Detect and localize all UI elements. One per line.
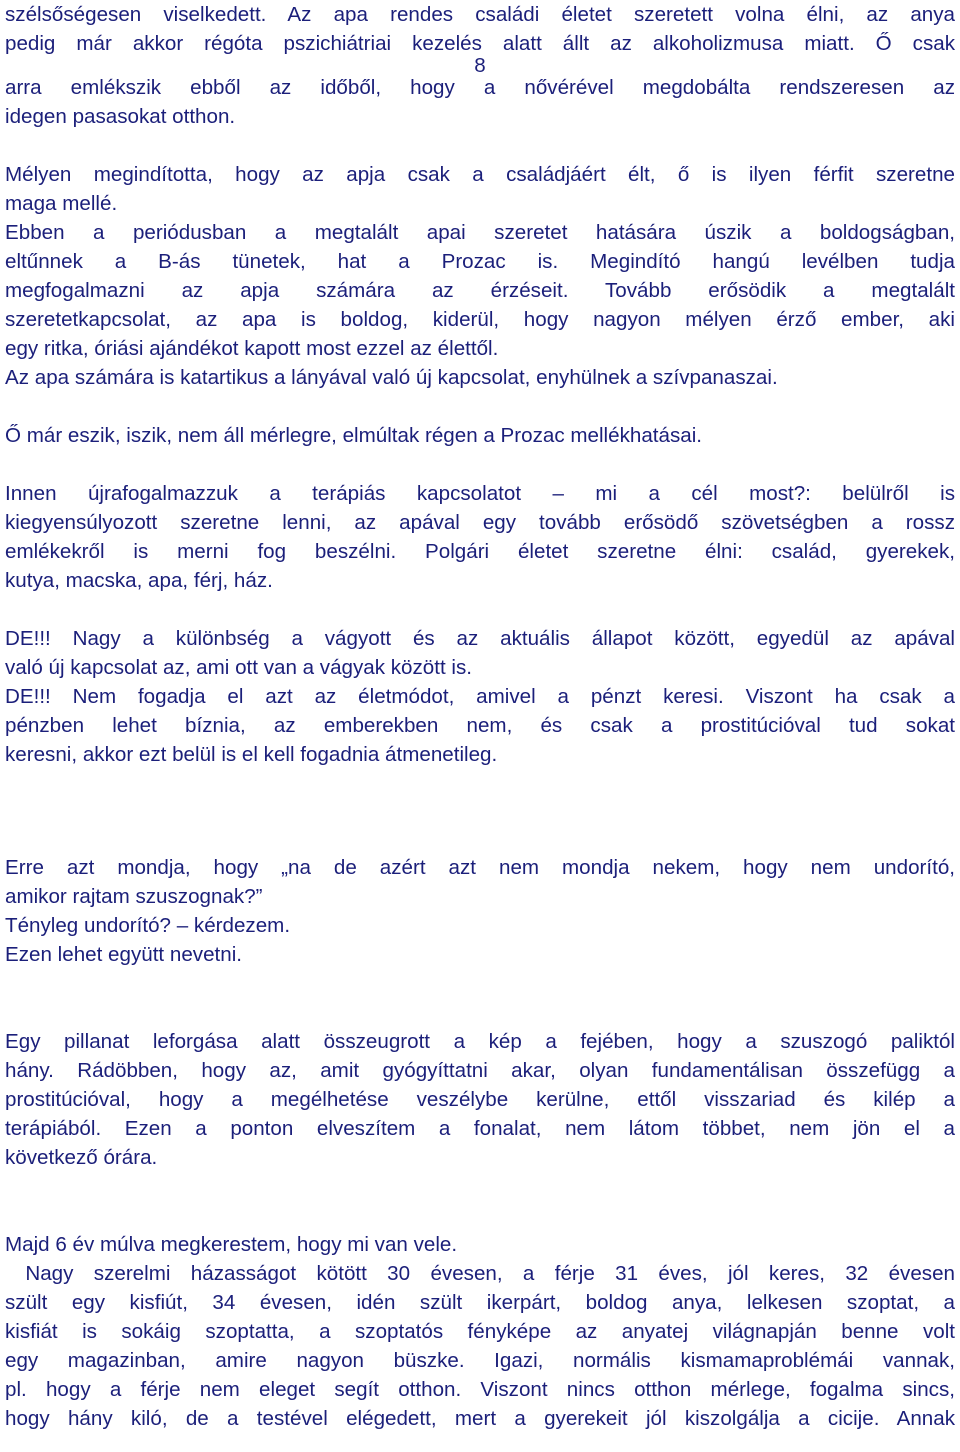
text-line: maga mellé. — [5, 192, 118, 215]
text-line: pl. hogy a férje nem eleget segít otthon. Viszont nincs otthon mérlege, fogalma sincs, — [5, 1378, 955, 1401]
text-line: hány. Rádöbben, hogy az, amit gyógyíttatni akar, olyan fundamentálisan összefügg a — [5, 1059, 955, 1082]
text-line: hogy hány kiló, de a testével elégedett, mert a gyerekeit jól kiszolgálja a cicije. Annak — [5, 1407, 955, 1430]
text-line: prostitúcióval, hogy a megélhetése veszélybe kerülne, ettől visszariad és kilép a — [5, 1088, 955, 1111]
text-line: Ezen lehet együtt nevetni. — [5, 943, 242, 966]
text-line: amikor rajtam szuszognak?” — [5, 885, 263, 908]
text-line: Innen újrafogalmazzuk a terápiás kapcsolatot – mi a cél most?: belülről is — [5, 482, 955, 505]
text-line: eltűnnek a B-ás tünetek, hat a Prozac is. Megindító hangú levélben tudja — [5, 250, 955, 273]
text-line: DE!!! Nem fogadja el azt az életmódot, amivel a pénzt keresi. Viszont ha csak a — [5, 685, 955, 708]
text-line: egy magazinban, amire nagyon büszke. Igazi, normális kismamaproblémái vannak, — [5, 1349, 955, 1372]
page-number: 8 — [474, 54, 486, 77]
text-line: Nagy szerelmi házasságot kötött 30 évesen, a férje 31 éves, jól keres, 32 évesen — [5, 1262, 955, 1285]
text-line: Ebben a periódusban a megtalált apai szeretet hatására úszik a boldogságban, — [5, 221, 955, 244]
text-line: pénzben lehet bíznia, az emberekben nem, és csak a prostitúcióval tud sokat — [5, 714, 955, 737]
text-line: kisfiát is sokáig szoptatta, a szoptatós fényképe az anyatej világnapján benne volt — [5, 1320, 955, 1343]
paragraph-majd — [5, 1230, 955, 1433]
text-line: terápiából. Ezen a ponton elveszítem a fonalat, nem látom többet, nem jön el a — [5, 1117, 955, 1140]
paragraph-intro — [5, 0, 955, 131]
document-page — [5, 0, 955, 1433]
text-line: szeretetkapcsolat, az apa is boldog, kiderül, hogy nagyon mélyen érző ember, aki — [5, 308, 955, 331]
text-line: pedig már akkor régóta pszichiátriai kezelés alatt állt az alkoholizmusa miatt. Ő csak — [5, 32, 955, 55]
text-line: Ő már eszik, iszik, nem áll mérlegre, elmúltak régen a Prozac mellékhatásai. — [5, 424, 703, 447]
text-line: megfogalmazni az apja számára az érzéseit. Tovább erősödik a megtalált — [5, 279, 955, 302]
text-line: kiegyensúlyozott szeretne lenni, az apával egy tovább erősödő szövetségben a rossz — [5, 511, 955, 534]
text-line: egy ritka, óriási ajándékot kapott most ezzel az élettől. — [5, 337, 499, 360]
text-line: emlékekről is merni fog beszélni. Polgári életet szeretne élni: család, gyerekek, — [5, 540, 955, 563]
paragraph-innen — [5, 479, 955, 595]
text-line: Egy pillanat leforgása alatt összeugrott a kép a fejében, hogy a szuszogó paliktól — [5, 1030, 955, 1053]
text-line: Mélyen megindította, hogy az apja csak a családjáért élt, ő is ilyen férfit szeretne — [5, 163, 955, 186]
text-line: szélsőségesen viselkedett. Az apa rendes családi életet szeretett volna élni, az anya — [5, 3, 955, 26]
text-line: keresni, akkor ezt belül is el kell fogadnia átmenetileg. — [5, 743, 498, 766]
text-line: DE!!! Nagy a különbség a vágyott és az aktuális állapot között, egyedül az apával — [5, 627, 955, 650]
text-line: következő órára. — [5, 1146, 158, 1169]
text-line: szült egy kisfiút, 34 évesen, idén szült ikerpárt, boldog anya, lelkesen szoptat, a — [5, 1291, 955, 1314]
text-line: Majd 6 év múlva megkerestem, hogy mi van vele. — [5, 1233, 458, 1256]
text-line: Erre azt mondja, hogy „na de azért azt nem mondja nekem, hogy nem undorító, — [5, 856, 955, 879]
text-line: Tényleg undorító? – kérdezem. — [5, 914, 291, 937]
paragraph-eszik — [5, 421, 955, 450]
paragraph-melyen — [5, 160, 955, 392]
paragraph-erre — [5, 853, 955, 969]
text-line: Az apa számára is katartikus a lányával való új kapcsolat, enyhülnek a szívpanaszai. — [5, 366, 778, 389]
paragraph-de — [5, 624, 955, 769]
paragraph-pillanat — [5, 1027, 955, 1172]
text-line: kutya, macska, apa, férj, ház. — [5, 569, 273, 592]
text-line: való új kapcsolat az, ami ott van a vágyak között is. — [5, 656, 473, 679]
text-line: arra emlékszik ebből az időből, hogy a nővérével megdobálta rendszeresen az — [5, 76, 955, 99]
text-line: idegen pasasokat otthon. — [5, 105, 236, 128]
